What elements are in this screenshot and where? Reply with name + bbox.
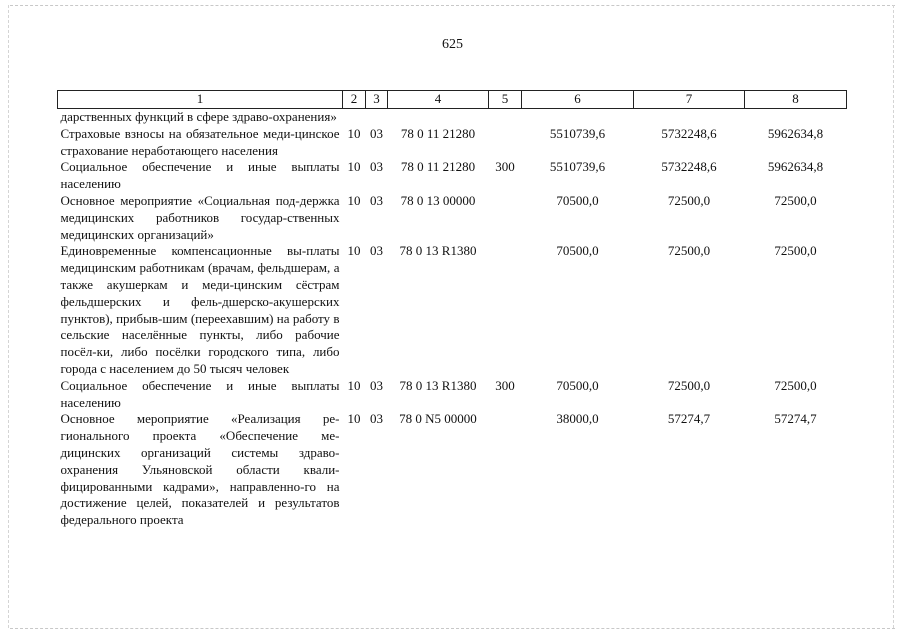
cell-section: 10	[347, 411, 361, 427]
cell-subsection: 03	[370, 377, 383, 393]
cell-amount-1: 70500,0	[556, 377, 599, 393]
cell-expense-type	[489, 243, 522, 377]
cell-amount-3: 5962634,8	[767, 125, 824, 141]
header-cell: 1	[58, 91, 343, 109]
cell-expense-type	[489, 411, 522, 529]
cell-subsection: 03	[370, 125, 383, 141]
cell-target-code: 78 0 N5 00000	[399, 411, 477, 427]
cell-section	[343, 109, 366, 126]
cell-amount-2: 72500,0	[667, 377, 711, 393]
page-edge-left	[8, 5, 9, 628]
page-edge-right	[893, 5, 894, 628]
cell-target-code: 78 0 13 R1380	[399, 377, 477, 393]
cell-amount-2	[634, 109, 745, 126]
cell-expense-type	[489, 193, 522, 243]
cell-amount-2: 57274,7	[667, 411, 711, 427]
cell-amount-3: 5962634,8	[767, 159, 824, 175]
cell-target-code: 78 0 11 21280	[400, 159, 476, 175]
cell-amount-3	[745, 109, 847, 126]
cell-expense-type: 300	[495, 377, 515, 393]
cell-section: 10	[347, 125, 361, 141]
cell-target-code: 78 0 11 21280	[400, 125, 476, 141]
header-cell: 4	[388, 91, 489, 109]
header-cell: 2	[343, 91, 366, 109]
cell-amount-3: 72500,0	[774, 192, 817, 208]
row-name: Основное мероприятие «Реализация ре-гионального проекта «Обеспечение ме-дицинских организаций системы здраво-охранения Ульяновской области квали-фицированными кадрами», направленно-го на достижение целей, показателей и результатов федерального проекта	[60, 411, 340, 528]
cell-expense-type: 300	[495, 159, 515, 175]
cell-amount-1: 70500,0	[556, 243, 599, 259]
page-number: 625	[442, 37, 463, 52]
table-row	[58, 109, 847, 126]
table-row	[58, 159, 847, 193]
cell-amount-3: 57274,7	[774, 411, 817, 427]
cell-amount-2: 5732248,6	[661, 125, 717, 141]
page-edge-bottom	[10, 628, 895, 629]
cell-target-code: 78 0 13 00000	[400, 192, 476, 208]
cell-amount-2: 72500,0	[667, 192, 711, 208]
cell-amount-2: 5732248,6	[661, 159, 717, 175]
table-row	[58, 378, 847, 412]
header-cell: 5	[489, 91, 522, 109]
table-row	[58, 193, 847, 243]
cell-amount-3: 72500,0	[774, 377, 817, 393]
row-name: Единовременные компенсационные вы-платы медицинским работникам (врачам, фельдшерам, а также акушеркам и меди-цинским сёстрам фельдшерских и фель-дшерско-акушерских пунктов), прибыв-шим (переехавшим) на работу в сельские населённые пункты, либо рабочие посёл-ки, либо посёлки городского типа, либо города с населением до 50 тысяч человек	[60, 243, 340, 376]
cell-subsection: 03	[370, 243, 383, 259]
header-cell: 7	[634, 91, 745, 109]
budget-table	[57, 90, 847, 529]
header-cell: 6	[522, 91, 634, 109]
cell-amount-3: 72500,0	[774, 243, 817, 259]
cell-amount-1: 5510739,6	[549, 125, 606, 141]
cell-section: 10	[347, 192, 361, 208]
cell-amount-1: 70500,0	[556, 192, 599, 208]
header-cell: 3	[366, 91, 388, 109]
cell-expense-type	[489, 126, 522, 160]
cell-target-code: 78 0 13 R1380	[399, 243, 477, 259]
header-cell: 8	[745, 91, 847, 109]
page-edge-top	[10, 5, 895, 6]
row-name: Социальное обеспечение и иные выплаты населению	[60, 159, 340, 192]
row-name: дарственных функций в сфере здраво-охранения»	[60, 109, 337, 124]
cell-section: 10	[347, 377, 361, 393]
row-name: Социальное обеспечение и иные выплаты населению	[60, 377, 340, 410]
row-name: Страховые взносы на обязательное меди-цинское страхование неработающего населения	[60, 125, 340, 158]
row-name: Основное мероприятие «Социальная под-держка медицинских работников государ-ственных медицинских организаций»	[60, 192, 340, 242]
cell-section: 10	[347, 159, 361, 175]
cell-subsection	[366, 109, 388, 126]
cell-subsection: 03	[370, 159, 383, 175]
cell-amount-1: 5510739,6	[549, 159, 606, 175]
cell-amount-1: 38000,0	[556, 411, 599, 427]
table-row	[58, 126, 847, 160]
cell-expense-type	[489, 109, 522, 126]
cell-amount-1	[522, 109, 634, 126]
cell-subsection: 03	[370, 192, 383, 208]
cell-target-code	[388, 109, 489, 126]
cell-subsection: 03	[370, 411, 383, 427]
table-header-row	[58, 91, 847, 109]
table-row	[58, 411, 847, 529]
cell-amount-2: 72500,0	[667, 243, 711, 259]
cell-section: 10	[347, 243, 361, 259]
table-row	[58, 243, 847, 377]
